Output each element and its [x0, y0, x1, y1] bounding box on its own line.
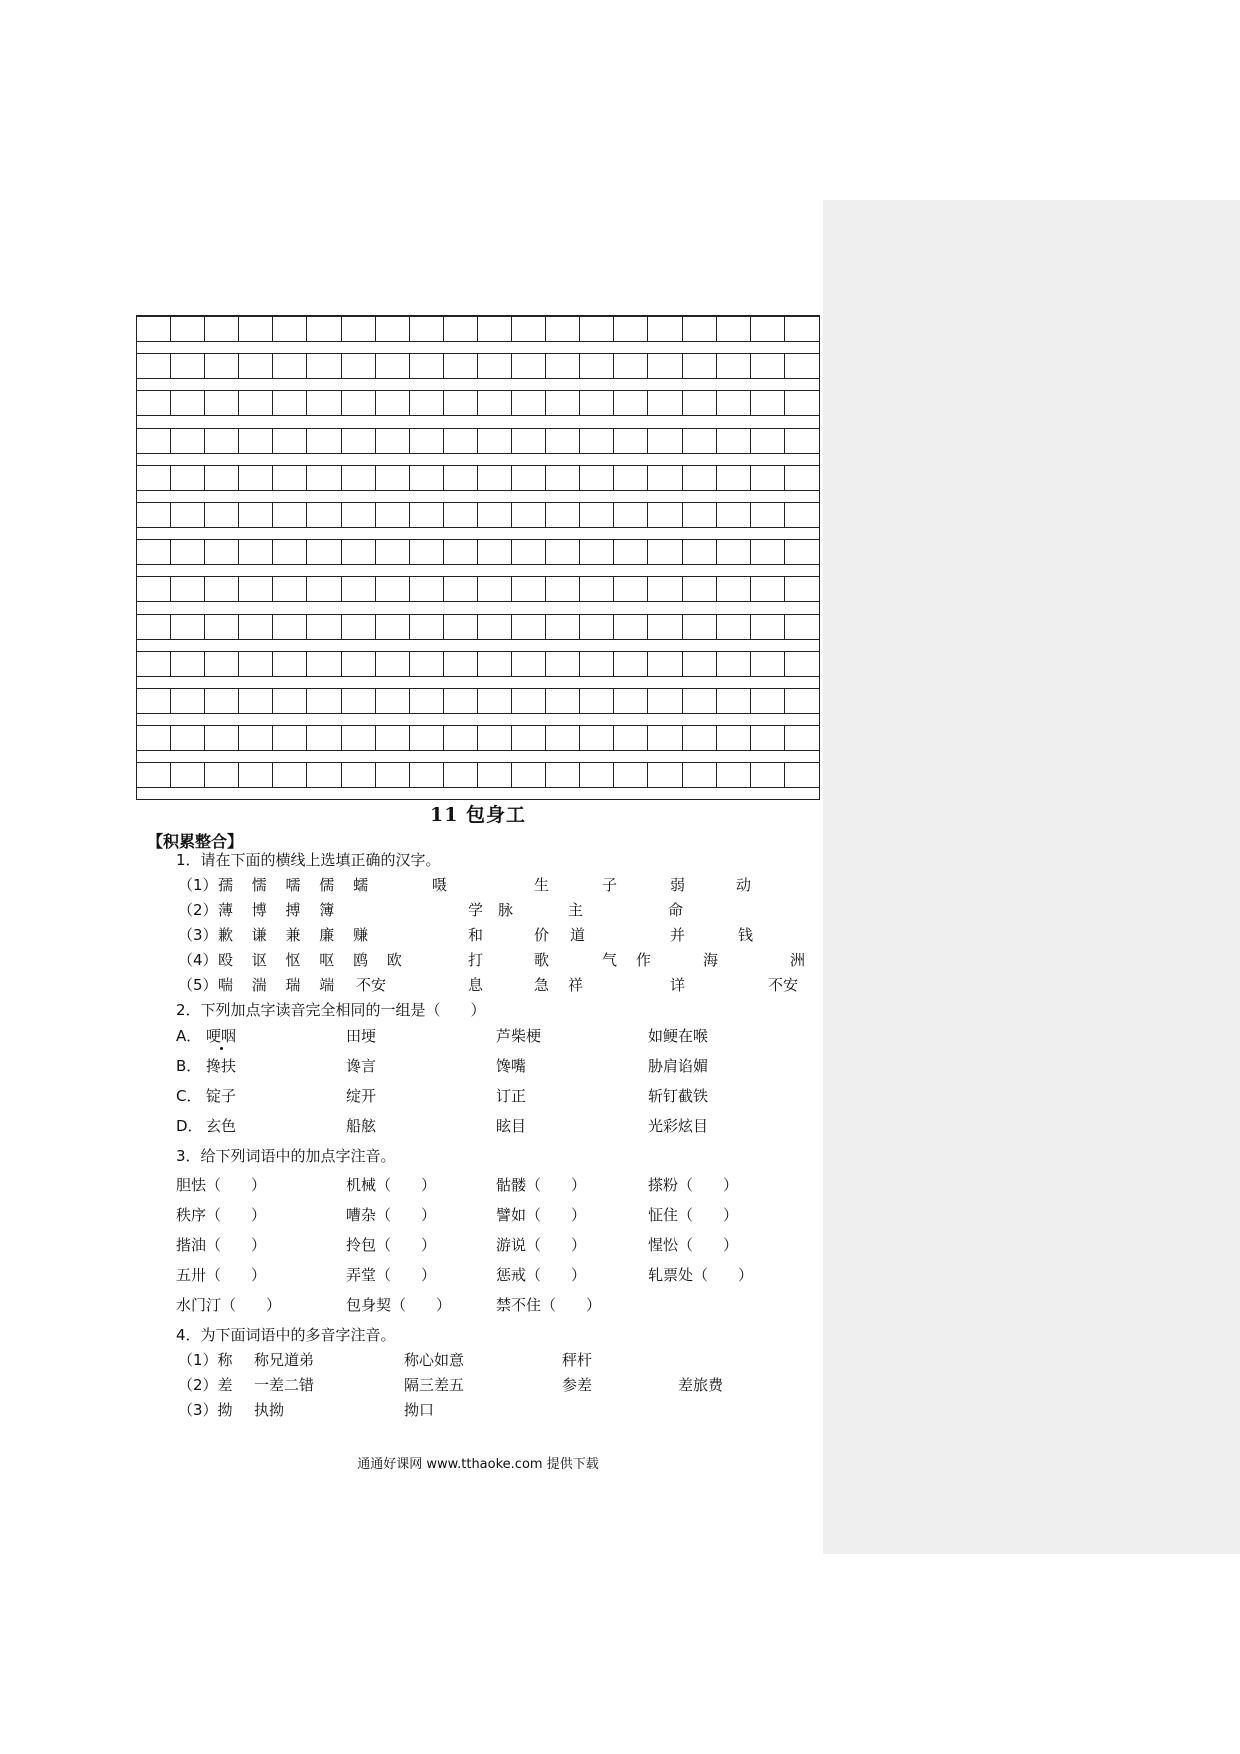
- grid-cell: [546, 540, 580, 564]
- grid-cell: [273, 391, 307, 415]
- grid-cell: [614, 391, 648, 415]
- grid-cell: [410, 726, 444, 750]
- grid-cell: [410, 391, 444, 415]
- grid-cell: [648, 540, 682, 564]
- grid-cell: [683, 652, 717, 676]
- grid-row: [137, 725, 819, 751]
- grid-cell: [410, 689, 444, 713]
- grid-cell: [239, 652, 273, 676]
- grid-cell: [717, 429, 751, 453]
- grid-cell: [512, 577, 546, 601]
- grid-cell: [444, 726, 478, 750]
- grid-cell: [751, 466, 785, 490]
- grid-cell: [137, 503, 171, 527]
- grid-row: [137, 465, 819, 491]
- grid-cell: [580, 466, 614, 490]
- grid-cell: [342, 503, 376, 527]
- grid-cell: [751, 354, 785, 378]
- grid-cell: [751, 615, 785, 639]
- grid-cell: [785, 317, 819, 341]
- grid-cell: [307, 615, 341, 639]
- grid-cell: [205, 354, 239, 378]
- grid-cell: [717, 763, 751, 787]
- grid-cell: [478, 429, 512, 453]
- grid-cell: [683, 726, 717, 750]
- grid-cell: [580, 763, 614, 787]
- grid-cell: [342, 689, 376, 713]
- grid-cell: [205, 391, 239, 415]
- grid-cell: [273, 354, 307, 378]
- grid-cell: [307, 689, 341, 713]
- grid-cell: [614, 317, 648, 341]
- grid-cell: [751, 391, 785, 415]
- grid-cell: [205, 503, 239, 527]
- grid-cell: [580, 577, 614, 601]
- grid-cell: [137, 577, 171, 601]
- grid-cell: [342, 354, 376, 378]
- grid-cell: [171, 429, 205, 453]
- q2-option-a: A． 哽咽 田埂 芦柴梗 如鲠在喉: [176, 1027, 709, 1045]
- grid-cell: [512, 540, 546, 564]
- grid-cell: [546, 391, 580, 415]
- grid-cell: [444, 466, 478, 490]
- grid-row: [137, 316, 819, 342]
- grid-cell: [376, 615, 410, 639]
- grid-cell: [785, 540, 819, 564]
- grid-cell: [648, 726, 682, 750]
- grid-cell: [342, 652, 376, 676]
- grid-cell: [307, 726, 341, 750]
- grid-cell: [614, 540, 648, 564]
- grid-cell: [171, 354, 205, 378]
- grid-cell: [478, 615, 512, 639]
- grid-cell: [546, 577, 580, 601]
- grid-cell: [410, 540, 444, 564]
- grid-cell: [614, 689, 648, 713]
- grid-cell: [785, 429, 819, 453]
- grid-cell: [512, 763, 546, 787]
- grid-cell: [751, 540, 785, 564]
- grid-cell: [648, 652, 682, 676]
- grid-cell: [376, 429, 410, 453]
- grid-row: [137, 353, 819, 379]
- grid-cell: [205, 726, 239, 750]
- grid-cell: [171, 615, 205, 639]
- grid-cell: [444, 540, 478, 564]
- grid-cell: [717, 689, 751, 713]
- grid-cell: [171, 763, 205, 787]
- grid-cell: [342, 763, 376, 787]
- grid-cell: [239, 577, 273, 601]
- q3-prompt: 3．给下列词语中的加点字注音。: [176, 1147, 396, 1165]
- grid-cell: [614, 615, 648, 639]
- grid-cell: [683, 391, 717, 415]
- grid-cell: [683, 577, 717, 601]
- grid-cell: [512, 615, 546, 639]
- grid-cell: [137, 466, 171, 490]
- grid-cell: [751, 652, 785, 676]
- grid-cell: [785, 354, 819, 378]
- grid-cell: [239, 503, 273, 527]
- comment-margin-pane: [823, 200, 1240, 1554]
- grid-cell: [580, 615, 614, 639]
- grid-cell: [410, 466, 444, 490]
- grid-cell: [273, 466, 307, 490]
- grid-cell: [444, 652, 478, 676]
- grid-cell: [239, 540, 273, 564]
- grid-cell: [785, 503, 819, 527]
- grid-cell: [307, 429, 341, 453]
- grid-cell: [648, 317, 682, 341]
- grid-cell: [614, 429, 648, 453]
- grid-cell: [273, 615, 307, 639]
- grid-cell: [648, 763, 682, 787]
- grid-cell: [512, 429, 546, 453]
- grid-cell: [410, 652, 444, 676]
- grid-cell: [205, 317, 239, 341]
- grid-cell: [717, 540, 751, 564]
- grid-cell: [444, 317, 478, 341]
- grid-cell: [614, 652, 648, 676]
- grid-cell: [171, 652, 205, 676]
- grid-cell: [273, 689, 307, 713]
- grid-cell: [171, 391, 205, 415]
- grid-cell: [683, 317, 717, 341]
- grid-cell: [273, 726, 307, 750]
- grid-cell: [239, 615, 273, 639]
- q2-prompt: 2．下列加点字读音完全相同的一组是（ ）: [176, 1001, 486, 1019]
- grid-cell: [580, 391, 614, 415]
- grid-cell: [205, 429, 239, 453]
- grid-cell: [614, 726, 648, 750]
- grid-cell: [580, 652, 614, 676]
- grid-cell: [307, 466, 341, 490]
- grid-cell: [307, 391, 341, 415]
- grid-cell: [683, 540, 717, 564]
- grid-cell: [785, 763, 819, 787]
- grid-cell: [307, 503, 341, 527]
- grid-cell: [478, 726, 512, 750]
- grid-cell: [342, 429, 376, 453]
- grid-cell: [478, 689, 512, 713]
- grid-cell: [342, 615, 376, 639]
- grid-row: [137, 576, 819, 602]
- grid-cell: [580, 503, 614, 527]
- grid-cell: [307, 354, 341, 378]
- grid-cell: [342, 577, 376, 601]
- grid-cell: [376, 317, 410, 341]
- grid-cell: [648, 391, 682, 415]
- page-title: 11 包身工: [429, 804, 527, 826]
- grid-cell: [512, 317, 546, 341]
- grid-cell: [683, 466, 717, 490]
- grid-cell: [410, 317, 444, 341]
- grid-cell: [205, 577, 239, 601]
- grid-cell: [478, 652, 512, 676]
- grid-cell: [512, 354, 546, 378]
- grid-cell: [273, 317, 307, 341]
- grid-cell: [342, 317, 376, 341]
- grid-cell: [171, 689, 205, 713]
- grid-cell: [239, 726, 273, 750]
- grid-cell: [717, 652, 751, 676]
- grid-cell: [137, 726, 171, 750]
- grid-cell: [683, 503, 717, 527]
- grid-cell: [273, 503, 307, 527]
- grid-cell: [239, 317, 273, 341]
- grid-cell: [648, 503, 682, 527]
- grid-cell: [614, 354, 648, 378]
- grid-row: [137, 390, 819, 416]
- grid-row: [137, 614, 819, 640]
- grid-cell: [648, 689, 682, 713]
- grid-cell: [205, 689, 239, 713]
- grid-cell: [751, 577, 785, 601]
- grid-cell: [717, 317, 751, 341]
- footer-credit: 通通好课网 www.tthaoke.com 提供下载: [357, 1457, 599, 1472]
- grid-cell: [614, 577, 648, 601]
- grid-cell: [546, 763, 580, 787]
- grid-cell: [410, 763, 444, 787]
- grid-cell: [444, 577, 478, 601]
- grid-cell: [171, 540, 205, 564]
- grid-cell: [717, 726, 751, 750]
- grid-cell: [376, 391, 410, 415]
- grid-cell: [410, 615, 444, 639]
- grid-cell: [683, 615, 717, 639]
- grid-cell: [546, 615, 580, 639]
- grid-cell: [683, 354, 717, 378]
- grid-cell: [376, 540, 410, 564]
- grid-cell: [239, 763, 273, 787]
- grid-cell: [478, 763, 512, 787]
- grid-cell: [648, 577, 682, 601]
- grid-cell: [512, 652, 546, 676]
- grid-cell: [512, 726, 546, 750]
- grid-cell: [717, 615, 751, 639]
- grid-cell: [478, 540, 512, 564]
- grid-cell: [683, 689, 717, 713]
- grid-cell: [614, 503, 648, 527]
- grid-cell: [171, 466, 205, 490]
- grid-cell: [171, 503, 205, 527]
- grid-cell: [648, 354, 682, 378]
- grid-cell: [546, 429, 580, 453]
- grid-cell: [239, 391, 273, 415]
- grid-cell: [239, 429, 273, 453]
- grid-cell: [478, 577, 512, 601]
- grid-cell: [137, 763, 171, 787]
- grid-cell: [717, 577, 751, 601]
- grid-cell: [478, 466, 512, 490]
- grid-cell: [376, 763, 410, 787]
- grid-row: [137, 688, 819, 714]
- q1-prompt: 1．请在下面的横线上选填正确的汉字。: [176, 851, 441, 869]
- grid-row: [137, 502, 819, 528]
- grid-cell: [342, 540, 376, 564]
- grid-cell: [239, 354, 273, 378]
- grid-cell: [137, 689, 171, 713]
- grid-cell: [376, 577, 410, 601]
- grid-cell: [171, 726, 205, 750]
- grid-cell: [648, 615, 682, 639]
- grid-cell: [171, 577, 205, 601]
- grid-cell: [376, 354, 410, 378]
- grid-cell: [171, 317, 205, 341]
- grid-cell: [205, 540, 239, 564]
- grid-cell: [785, 615, 819, 639]
- grid-cell: [478, 503, 512, 527]
- grid-cell: [751, 429, 785, 453]
- grid-cell: [376, 652, 410, 676]
- grid-cell: [376, 503, 410, 527]
- grid-cell: [239, 466, 273, 490]
- grid-cell: [512, 466, 546, 490]
- grid-cell: [546, 503, 580, 527]
- grid-cell: [273, 577, 307, 601]
- grid-cell: [546, 317, 580, 341]
- grid-cell: [717, 391, 751, 415]
- grid-cell: [785, 689, 819, 713]
- grid-cell: [444, 763, 478, 787]
- grid-cell: [580, 540, 614, 564]
- grid-cell: [717, 354, 751, 378]
- grid-cell: [512, 391, 546, 415]
- grid-cell: [137, 317, 171, 341]
- q4-prompt: 4．为下面词语中的多音字注音。: [176, 1326, 396, 1344]
- grid-cell: [376, 689, 410, 713]
- grid-cell: [444, 391, 478, 415]
- grid-cell: [307, 540, 341, 564]
- grid-cell: [580, 429, 614, 453]
- grid-cell: [614, 763, 648, 787]
- grid-cell: [683, 763, 717, 787]
- grid-row: [137, 651, 819, 677]
- grid-cell: [751, 726, 785, 750]
- grid-cell: [410, 354, 444, 378]
- grid-cell: [580, 726, 614, 750]
- grid-cell: [376, 726, 410, 750]
- grid-cell: [546, 466, 580, 490]
- grid-cell: [273, 763, 307, 787]
- grid-cell: [751, 503, 785, 527]
- grid-row: [137, 539, 819, 565]
- grid-cell: [478, 354, 512, 378]
- grid-cell: [580, 317, 614, 341]
- grid-cell: [580, 689, 614, 713]
- grid-cell: [273, 652, 307, 676]
- grid-cell: [307, 577, 341, 601]
- grid-cell: [444, 689, 478, 713]
- grid-cell: [546, 652, 580, 676]
- grid-cell: [137, 652, 171, 676]
- grid-cell: [546, 354, 580, 378]
- grid-cell: [751, 763, 785, 787]
- grid-cell: [444, 503, 478, 527]
- grid-cell: [444, 615, 478, 639]
- grid-cell: [478, 317, 512, 341]
- grid-cell: [137, 615, 171, 639]
- grid-cell: [205, 763, 239, 787]
- grid-cell: [717, 466, 751, 490]
- grid-cell: [785, 391, 819, 415]
- grid-cell: [512, 503, 546, 527]
- grid-cell: [785, 726, 819, 750]
- grid-cell: [410, 429, 444, 453]
- grid-cell: [137, 540, 171, 564]
- grid-cell: [239, 689, 273, 713]
- grid-cell: [614, 466, 648, 490]
- grid-cell: [376, 466, 410, 490]
- grid-row: [137, 762, 819, 788]
- section-heading: 【积累整合】: [147, 832, 244, 851]
- grid-cell: [273, 429, 307, 453]
- grid-row: [137, 428, 819, 454]
- grid-cell: [478, 391, 512, 415]
- grid-cell: [137, 354, 171, 378]
- grid-cell: [785, 577, 819, 601]
- grid-cell: [137, 429, 171, 453]
- grid-cell: [546, 689, 580, 713]
- writing-grid: [136, 315, 820, 800]
- grid-cell: [785, 466, 819, 490]
- grid-cell: [410, 577, 444, 601]
- grid-cell: [307, 652, 341, 676]
- grid-cell: [307, 317, 341, 341]
- grid-cell: [717, 503, 751, 527]
- grid-cell: [273, 540, 307, 564]
- grid-cell: [751, 689, 785, 713]
- grid-cell: [648, 429, 682, 453]
- grid-cell: [444, 429, 478, 453]
- grid-cell: [205, 466, 239, 490]
- grid-cell: [785, 652, 819, 676]
- grid-cell: [512, 689, 546, 713]
- grid-cell: [751, 317, 785, 341]
- grid-cell: [683, 429, 717, 453]
- grid-cell: [342, 391, 376, 415]
- grid-cell: [205, 615, 239, 639]
- grid-cell: [410, 503, 444, 527]
- grid-cell: [137, 391, 171, 415]
- grid-cell: [546, 726, 580, 750]
- grid-cell: [205, 652, 239, 676]
- grid-cell: [580, 354, 614, 378]
- grid-cell: [342, 726, 376, 750]
- grid-cell: [648, 466, 682, 490]
- grid-cell: [342, 466, 376, 490]
- grid-cell: [307, 763, 341, 787]
- grid-cell: [444, 354, 478, 378]
